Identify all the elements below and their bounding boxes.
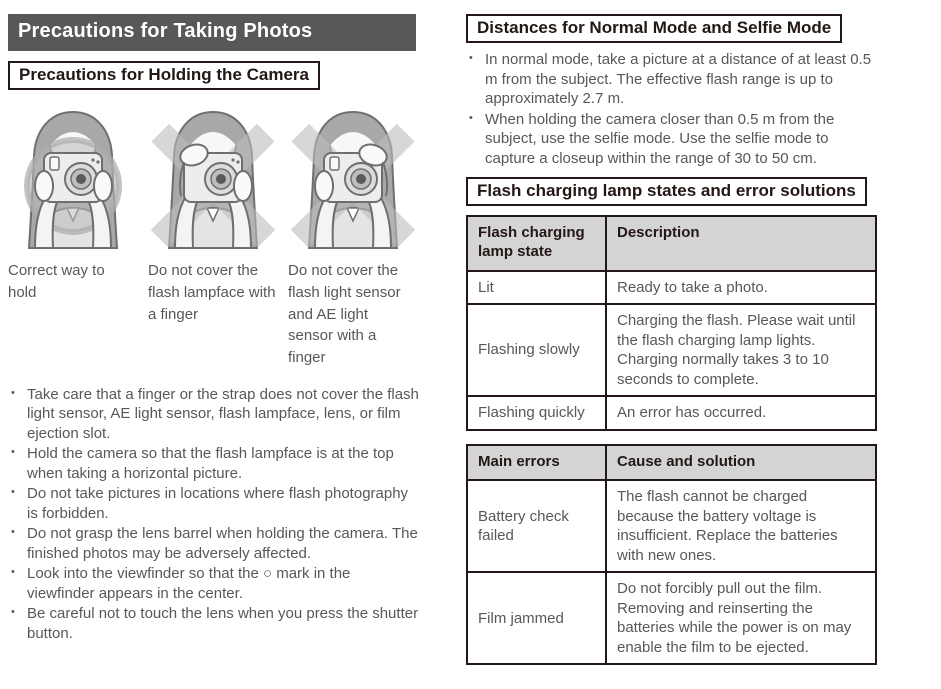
figure-caption: Do not cover the flash lampface with a finger — [148, 262, 276, 323]
correct-hold-illustration — [8, 98, 138, 256]
list-item: • When holding the camera closer than 0.5 m from the subject, use the selfie mode. Use the selfie mode to capture a closeup within the range of 30 to 50 cm. — [466, 110, 874, 169]
list-item: • Do not grasp the lens barrel when holding the camera. The finished photos may be adversely affected. — [8, 524, 420, 563]
figure-correct-hold — [8, 98, 142, 369]
list-item: • Hold the camera so that the flash lampface is at the top when taking a horizontal picture. — [8, 444, 420, 483]
table-header-row — [467, 445, 876, 481]
column-header: Flash charging lamp state — [467, 216, 606, 271]
list-item: • Do not take pictures in locations where flash photography is forbidden. — [8, 484, 420, 523]
figure-cover-lampface — [148, 98, 282, 369]
cover-lampface-illustration — [148, 98, 278, 256]
table-cell: Film jammed — [467, 572, 606, 664]
column-header: Cause and solution — [606, 445, 876, 481]
table-row — [467, 304, 876, 396]
table-cell: Ready to take a photo. — [606, 271, 876, 305]
column-header: Main errors — [467, 445, 606, 481]
cover-sensors-illustration — [288, 98, 418, 256]
list-item: • Look into the viewfinder so that the ○ mark in the viewfinder appears in the center. — [8, 564, 420, 603]
table-cell: Flashing slowly — [467, 304, 606, 396]
holding-illustrations — [8, 98, 422, 369]
right-column — [466, 14, 877, 665]
list-item: • In normal mode, take a picture at a distance of at least 0.5 m from the subject. The effective flash range is up to approximately 2.7 m. — [466, 50, 874, 109]
table-cell: An error has occurred. — [606, 396, 876, 430]
table-row — [467, 480, 876, 572]
table-row — [467, 396, 876, 430]
section-header-holding: Precautions for Holding the Camera — [8, 61, 320, 90]
main-errors-table — [466, 444, 877, 666]
table-cell: Flashing quickly — [467, 396, 606, 430]
table-cell: Battery check failed — [467, 480, 606, 572]
list-item: • Be careful not to touch the lens when you press the shutter button. — [8, 604, 420, 643]
list-item: • Take care that a finger or the strap does not cover the flash light sensor, AE light sensor, flash lampface, lens, or film ejection slot. — [8, 385, 420, 444]
table-cell: Do not forcibly pull out the film. Removing and reinserting the batteries while the power is on may enable the film to be ejected. — [606, 572, 876, 664]
camera-icon — [44, 153, 102, 202]
distances-bullet-list — [466, 50, 874, 168]
column-header: Description — [606, 216, 876, 271]
left-column — [8, 14, 422, 644]
page-title: Precautions for Taking Photos — [8, 14, 416, 51]
table-cell: Lit — [467, 271, 606, 305]
section-header-flash-lamp: Flash charging lamp states and error solutions — [466, 177, 867, 206]
figure-caption: Correct way to hold — [8, 262, 105, 301]
flash-lamp-states-table — [466, 215, 877, 431]
figure-caption: Do not cover the flash light sensor and AE light sensor with a finger — [288, 262, 401, 366]
precautions-bullet-list — [8, 385, 420, 644]
table-cell: The flash cannot be charged because the battery voltage is insufficient. Replace the batteries with new ones. — [606, 480, 876, 572]
figure-cover-sensors — [288, 98, 422, 369]
table-header-row — [467, 216, 876, 271]
table-cell: Charging the flash. Please wait until the flash charging lamp lights. Charging normally takes 3 to 10 seconds to complete. — [606, 304, 876, 396]
section-header-distances: Distances for Normal Mode and Selfie Mode — [466, 14, 842, 43]
table-row — [467, 572, 876, 664]
table-row — [467, 271, 876, 305]
